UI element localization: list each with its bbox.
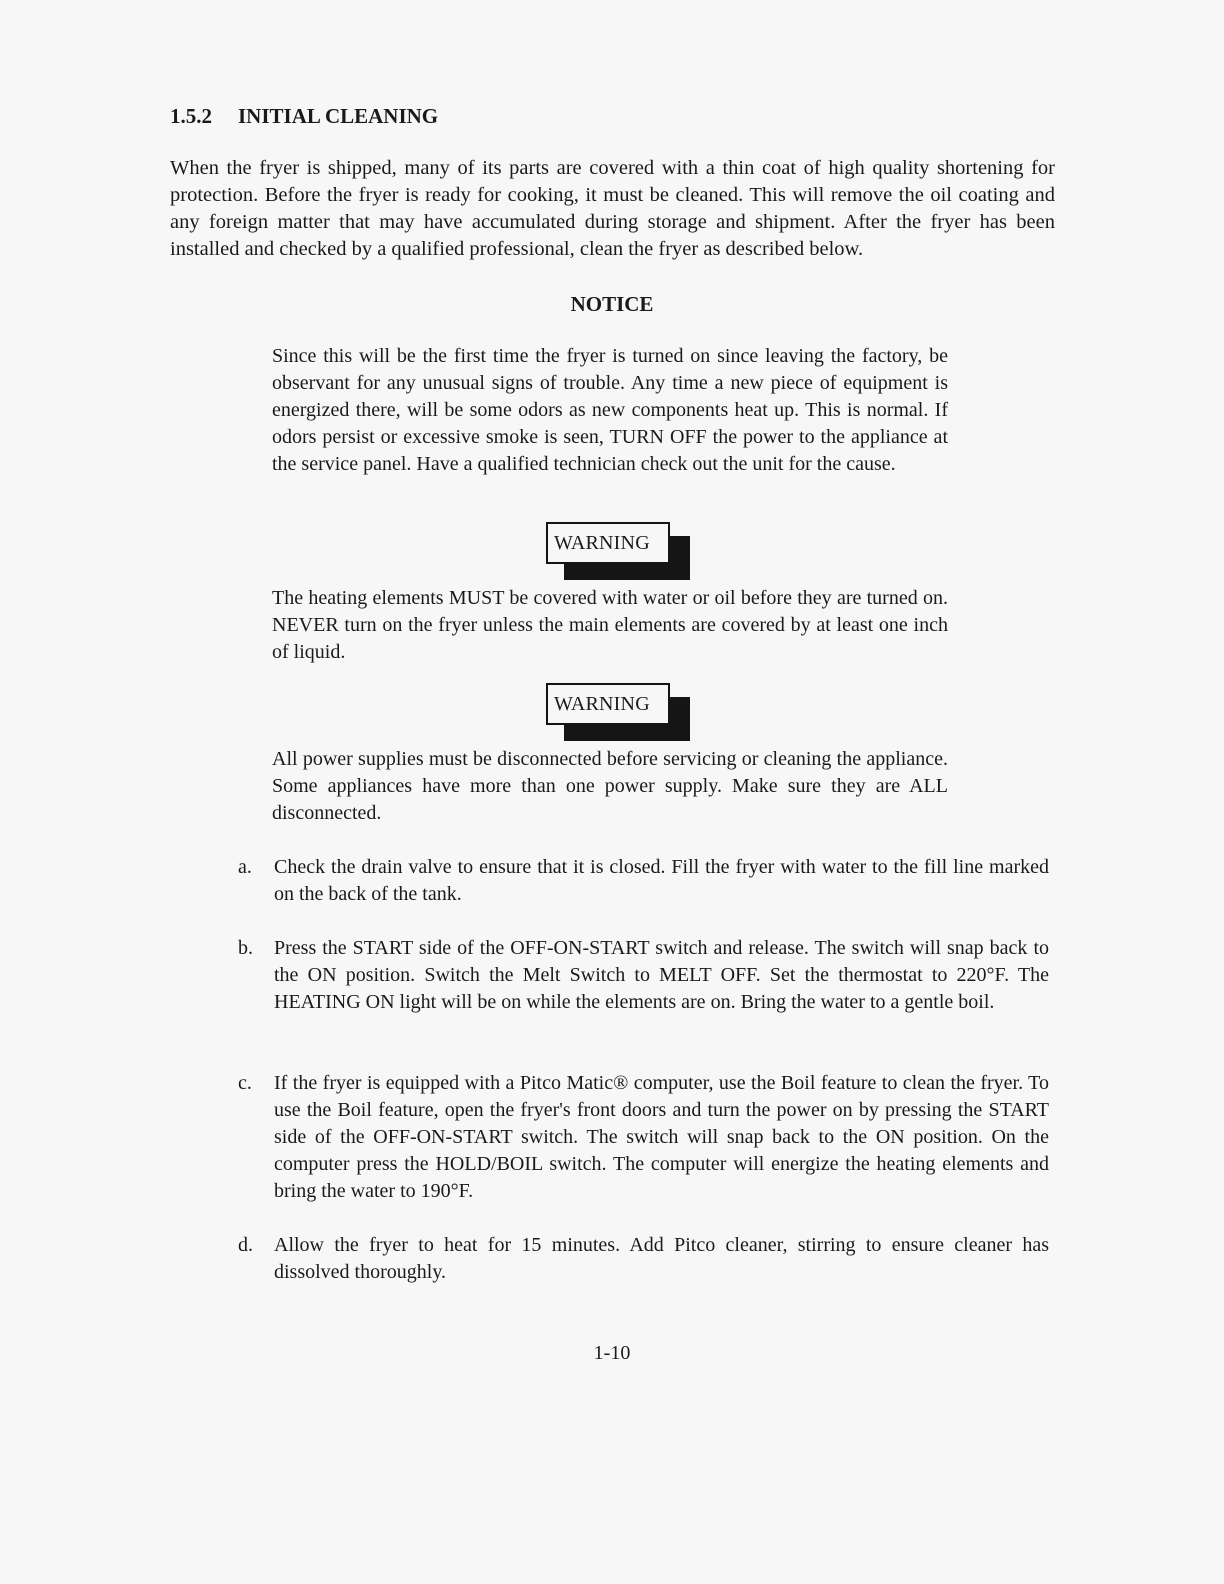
- section-heading: [170, 104, 438, 129]
- section-title: INITIAL CLEANING: [238, 104, 439, 128]
- warning-box: WARNING: [546, 683, 670, 725]
- notice-title: NOTICE: [570, 292, 654, 316]
- warning-label-2: [546, 683, 692, 743]
- list-marker: b.: [238, 937, 253, 959]
- intro-paragraph: When the fryer is shipped, many of its parts are covered with a thin coat of high quality shortening for protection. Before the fryer is ready for cooking, it must be cleaned. This will remove the oil coating and any foreign matter that may have accumulated during storage and shipment. After the fryer has been installed and checked by a qualified professional, clean the fryer as described below.: [170, 157, 1055, 260]
- warning-label-1: [546, 522, 692, 582]
- list-item-text: Allow the fryer to heat for 15 minutes. Add Pitco cleaner, stirring to ensure cleaner has dissolved thoroughly.: [274, 1234, 1049, 1283]
- list-marker: c.: [238, 1072, 252, 1094]
- list-item-text: Check the drain valve to ensure that it is closed. Fill the fryer with water to the fill line marked on the back of the tank.: [274, 856, 1049, 905]
- list-item-text: Press the START side of the OFF-ON-START switch and release. The switch will snap back to the ON position. Switch the Melt Switch to MELT OFF. Set the thermostat to 220°F. The HEATING ON light will be on while the elements are on. Bring the water to a gentle boil.: [274, 937, 1049, 1013]
- list-item-text: If the fryer is equipped with a Pitco Matic® computer, use the Boil feature to clean the fryer. To use the Boil feature, open the fryer's front doors and turn the power on by pressing the START side of the OFF-ON-START switch. The switch will snap back to the ON position. On the computer press the HOLD/BOIL switch. The computer will energize the heating elements and bring the water to 190°F.: [274, 1072, 1049, 1202]
- notice-text: Since this will be the first time the fryer is turned on since leaving the factory, be observant for any unusual signs of trouble. Any time a new piece of equipment is energized there, will be some odors as new components heat up. This is normal. If odors persist or excessive smoke is seen, TURN OFF the power to the appliance at the service panel. Have a qualified technician check out the unit for the cause.: [272, 345, 948, 475]
- warning-text-1: The heating elements MUST be covered with water or oil before they are turned on. NEVER turn on the fryer unless the main elements are covered by at least one inch of liquid.: [272, 587, 948, 663]
- warning-text-2: All power supplies must be disconnected before servicing or cleaning the appliance. Some appliances have more than one power supply. Make sure they are ALL disconnected.: [272, 748, 948, 824]
- list-marker: a.: [238, 856, 252, 878]
- warning-box: WARNING: [546, 522, 670, 564]
- page-number: 1-10: [593, 1342, 631, 1364]
- list-marker: d.: [238, 1234, 253, 1256]
- section-number: 1.5.2: [170, 104, 212, 128]
